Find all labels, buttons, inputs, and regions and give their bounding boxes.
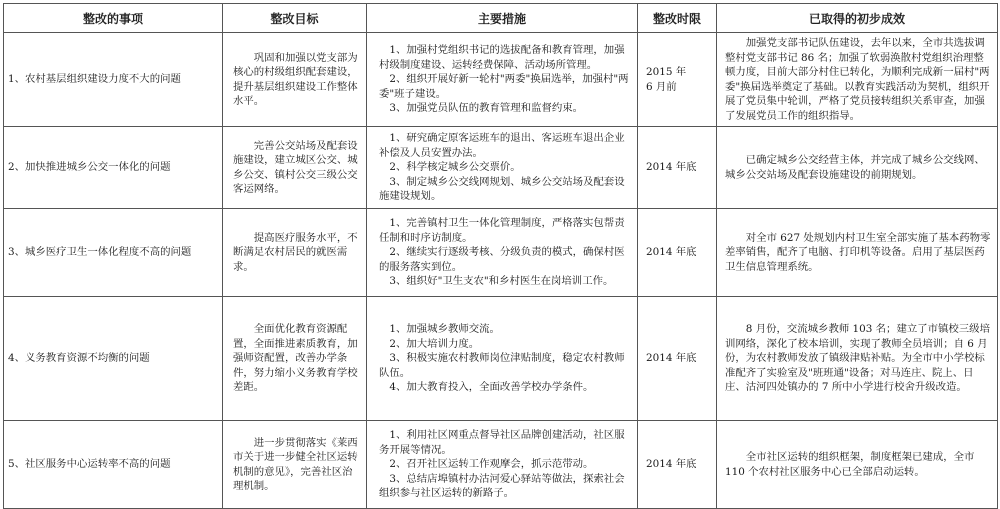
header-measures: 主要措施 (367, 4, 638, 33)
goal-cell: 巩固和加强以党支部为核心的村级组织配套建设，提升基层组织建设工作整体水平。 (223, 33, 367, 127)
measure-item: 1、研究确定原客运班车的退出、客运班车退出企业补偿及人员安置办法。 (379, 132, 625, 159)
header-results: 已取得的初步成效 (717, 4, 998, 33)
goal-cell: 全面优化教育资源配置，全面推进素质教育，加强师资配置，改善办学条件，努力缩小义务教育学校差距。 (223, 297, 367, 421)
measure-item: 2、召开社区运转工作观摩会，抓示范带动。 (389, 458, 594, 471)
measure-item: 3、组织好"卫生支农"和乡村医生在岗培训工作。 (389, 275, 614, 288)
measures-cell (367, 209, 638, 297)
header-deadline: 整改时限 (638, 4, 717, 33)
issue-cell: 4、义务教育资源不均衡的问题 (4, 297, 223, 421)
measure-item: 1、加强城乡教师交流。 (389, 323, 500, 336)
rectification-table (3, 3, 998, 509)
measure-item: 3、积极实施农村教师岗位津贴制度，稳定农村教师队伍。 (379, 352, 625, 379)
deadline-cell (638, 33, 717, 127)
table-row (4, 421, 998, 509)
goal-cell: 提高医疗服务水平，不断满足农村居民的就医需求。 (223, 209, 367, 297)
deadline-cell (638, 297, 717, 421)
table-row (4, 297, 998, 421)
measure-item: 2、科学核定城乡公交票价。 (389, 161, 521, 174)
results-cell: 加强党支部书记队伍建设，去年以来，全市共选拔调整村党支部书记 86 名；加强了软弱涣散村党组织治理整顿力度，目前大部分村住已转化，为顺利完成新一届村"两委"换届选举奠定了基础。以教育实践活动为契机，组织开展了党员集中轮训，严格了党员接转组织关系审查，加强了发展党员工作的组织指导。 (717, 33, 998, 127)
deadline-line: 6 月前 (646, 80, 677, 93)
issue-cell: 1、农村基层组织建设力度不大的问题 (4, 33, 223, 127)
measure-item: 3、制定城乡公交线网规划、城乡公交站场及配套设施建设规划。 (379, 175, 625, 203)
measure-item: 2、继续实行逐级考核、分级负责的模式，确保村医的服务落实到位。 (379, 246, 625, 273)
measure-item: 3、加强党员队伍的教育管理和监督约束。 (389, 102, 584, 115)
header-issue: 整改的事项 (4, 4, 223, 33)
results-cell: 8 月份，交流城乡教师 103 名；建立了市镇校三级培训网络，深化了校本培训，实现了教师全员培训；自 6 月份，为农村教师发放了镇级津贴补贴。为全市中小学校标准配齐了实验室及"班班通"设备；对马连庄、院上、日庄、沽河四处镇办的 7 所中小学进行校舍升级改造。 (717, 297, 998, 421)
goal-cell: 进一步贯彻落实《莱西市关于进一步健全社区运转机制的意见》，完善社区治理机制。 (223, 421, 367, 509)
measure-item: 1、利用社区网重点督导社区品牌创建活动，社区服务开展等情况。 (379, 429, 625, 456)
measure-item: 1、加强村党组织书记的选拔配备和教育管理，加强村级制度建设、运转经费保障、活动场所管理。 (379, 44, 625, 71)
deadline-cell (638, 127, 717, 209)
measures-cell (367, 421, 638, 509)
deadline-line: 2014 年底 (646, 246, 697, 259)
table-header-row (4, 4, 998, 33)
measures-cell (367, 297, 638, 421)
goal-cell: 完善公交站场及配套设施建设，建立城区公交、城乡公交、镇村公交三级公交客运网络。 (223, 127, 367, 209)
deadline-line: 2014 年底 (646, 352, 697, 365)
table-row (4, 33, 998, 127)
issue-cell: 3、城乡医疗卫生一体化程度不高的问题 (4, 209, 223, 297)
header-goal: 整改目标 (223, 4, 367, 33)
measure-item: 2、加大培训力度。 (389, 337, 480, 350)
deadline-line: 2015 年 (646, 66, 687, 78)
results-cell: 已确定城乡公交经营主体，并完成了城乡公交线网、城乡公交站场及配套设施建设的前期规划。 (717, 127, 998, 209)
measure-item: 2、组织开展好新一轮村"两委"换届选举，加强村"两委"班子建设。 (379, 73, 629, 100)
table-row (4, 127, 998, 209)
table-row (4, 209, 998, 297)
measure-item: 1、完善镇村卫生一体化管理制度，严格落实包帮责任制和时序访制度。 (379, 217, 625, 244)
measure-item: 3、总结店埠镇村办沽河爱心驿站等做法，探索社会组织参与社区运转的新路子。 (379, 472, 625, 500)
deadline-line: 2014 年底 (646, 161, 697, 174)
results-cell: 对全市 627 处规划内村卫生室全部实施了基本药物零差率销售，配齐了电脑、打印机等设备。启用了基层医药卫生信息管理系统。 (717, 209, 998, 297)
deadline-line: 2014 年底 (646, 458, 697, 471)
issue-cell: 2、加快推进城乡公交一体化的问题 (4, 127, 223, 209)
measure-item: 4、加大教育投入，全面改善学校办学条件。 (389, 381, 594, 394)
deadline-cell (638, 209, 717, 297)
measures-cell (367, 127, 638, 209)
deadline-cell (638, 421, 717, 509)
results-cell: 全市社区运转的组织框架，制度框架已建成，全市 110 个农村社区服务中心已全部启动运转。 (717, 421, 998, 509)
measures-cell (367, 33, 638, 127)
issue-cell: 5、社区服务中心运转率不高的问题 (4, 421, 223, 509)
